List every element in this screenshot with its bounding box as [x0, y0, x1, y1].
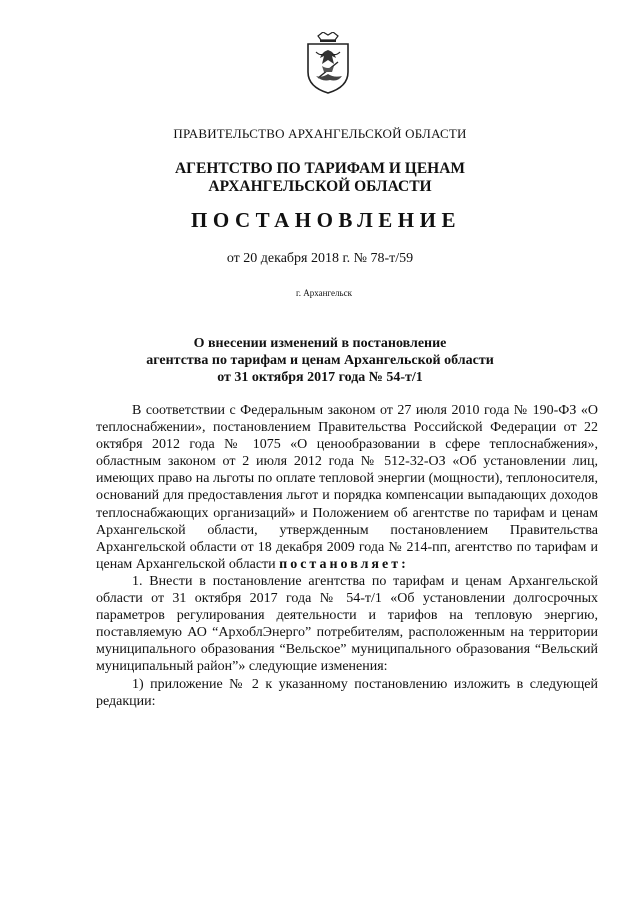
- date-number: от 20 декабря 2018 г. № 78-т/59: [226, 251, 414, 266]
- place-of-issue: г. Архангельск: [296, 288, 352, 298]
- agency-line-2: АРХАНГЕЛЬСКОЙ ОБЛАСТИ: [208, 178, 432, 195]
- coat-of-arms-icon: [302, 32, 354, 94]
- document-subject: [0, 335, 640, 386]
- item-1-paragraph: 1. Внести в постановление агентства по тарифам и ценам Архангельской области от 31 октября 2017 года № 54-т/1 «Об установлении долгосрочных параметров регулирования деятельности и тарифов на тепловую энергию, поставляемую АО “АрхоблЭнерго” потребителям, расположенным на территории муниципального образования “Вельское” муниципального образования “Вельский муниципальный район”» следующие изменения:: [96, 573, 598, 675]
- document-body: [96, 402, 598, 710]
- preamble-paragraph: [96, 402, 598, 573]
- document-type: ПОСТАНОВЛЕНИЕ: [191, 208, 461, 232]
- agency-name: [0, 160, 640, 196]
- resolves-word: постановляет:: [279, 556, 409, 572]
- subject-line-1: О внесении изменений в постановление: [193, 336, 447, 351]
- subject-line-2: агентства по тарифам и ценам Архангельской области: [146, 353, 494, 368]
- government-name: ПРАВИТЕЛЬСТВО АРХАНГЕЛЬСКОЙ ОБЛАСТИ: [173, 126, 467, 141]
- subject-line-3: от 31 октября 2017 года № 54-т/1: [217, 370, 423, 385]
- item-1-1-paragraph: 1) приложение № 2 к указанному постановлению изложить в следующей редакции:: [96, 676, 598, 709]
- preamble-text: В соответствии с Федеральным законом от 27 июля 2010 года № 190-ФЗ «О теплоснабжении», постановлением Правительства Российской Федерации от 22 октября 2012 года № 1075 «О ценообразовании в сфере теплоснабжения», областным законом от 2 июля 2012 года № 512-32-ОЗ «Об установлении лиц, имеющих право на льготы по оплате тепловой энергии (мощности), теплоносителя, оснований для предоставления льгот и порядка компенсации выпадающих доходов теплоснабжающих организаций» и Положением об агентстве по тарифам и ценам Архангельской области, утвержденным постановлением Правительства Архангельской области от 18 декабря 2009 года № 214-пп, агентство по тарифам и ценам Архангельской области: [96, 403, 598, 572]
- agency-line-1: АГЕНТСТВО ПО ТАРИФАМ И ЦЕНАМ: [174, 160, 466, 177]
